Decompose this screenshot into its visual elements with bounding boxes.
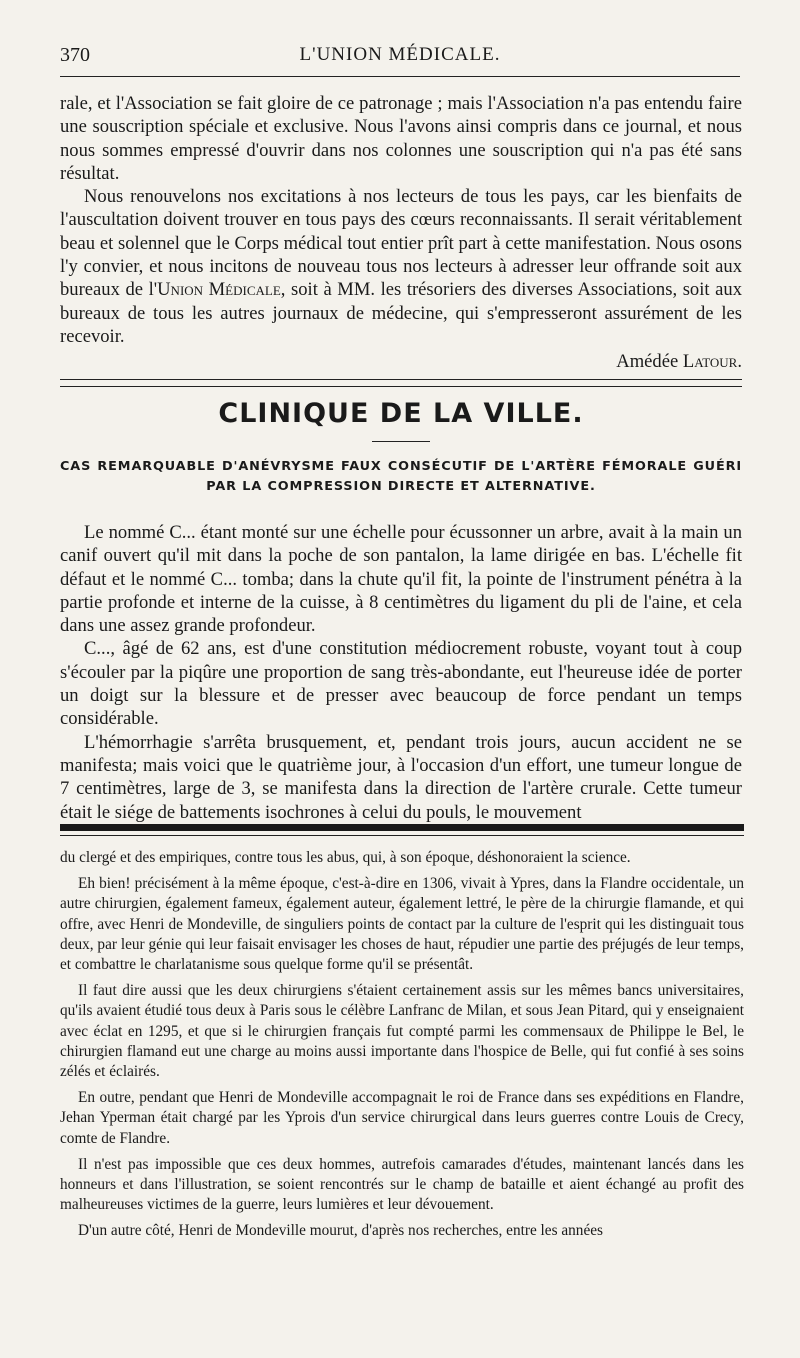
case-report [60, 521, 742, 824]
feuilleton-paragraph: du clergé et des empiriques, contre tous les abus, qui, à son époque, déshonoraient la science. [60, 849, 631, 866]
feuilleton-divider-thick [60, 824, 744, 831]
title-dash [372, 441, 430, 442]
author-surname: Latour. [682, 351, 742, 373]
case-paragraph: Le nommé C... étant monté sur une échelle pour écussonner un arbre, avait à la main un canif ouvert qu'il mit dans la poche de son pantalon, la lame dirigée en bas. L'échelle fit défaut et le nommé C... tomba; dans la chute qu'il fit, la pointe de l'instrument pénétra à la partie profonde et interne de la cuisse, à 8 centimètres du ligament du pli de l'aine, et cela dans une assez grande profondeur. [60, 522, 742, 637]
section-divider [60, 379, 742, 387]
running-head [60, 44, 740, 72]
section-title: CLINIQUE DE LA VILLE. [218, 398, 584, 429]
feuilleton-paragraph: Il faut dire aussi que les deux chirurgiens s'étaient certainement assis sur les mêmes bancs universitaires, qu'ils avaient étudié tous deux à Paris sous le célèbre Lanfranc de Milan, et sous Jean Pitard, qui y enseignaient avec éclat en 1295, et que si le chirurgien français fut compté parmi les commensaux de Philippe le Bel, le chirurgien flamand eut une charge au moins aussi importante dans l'hospice de Belle, qui fut confié à ses soins zélés et éclairés. [60, 982, 744, 1081]
journal-name: Union Médicale [157, 279, 281, 301]
feuilleton [60, 848, 744, 1248]
article-continuation [60, 92, 742, 374]
article-paragraph [60, 185, 742, 348]
feuilleton-paragraph: Eh bien! précisément à la même époque, c'est-à-dire en 1306, vivait à Ypres, dans la Flandre occidentale, un autre chirurgien, également fameux, également auteur, également lettré, le père de la chirurgie flamande, et qui offre, avec Henri de Mondeville, de singuliers points de contact par la culture de l'esprit qui les distinguait tous deux, par leur génie qui leur faisait envisager les choses de haut, répudier une partie des préjugés de leur temps, et combattre le charlatanisme sous quelque forme qu'il se présentât. [60, 875, 744, 974]
author-first-name: Amédée [616, 351, 683, 373]
case-paragraph: C..., âgé de 62 ans, est d'une constitution médiocrement robuste, voyant tout à coup s'écouler par la piqûre une proportion de sang très-abondante, eut l'heureuse idée de porter un doigt sur la blessure et de presser avec beaucoup de force pendant un temps considérable. [60, 638, 742, 730]
case-title-line: PAR LA COMPRESSION DIRECTE ET ALTERNATIVE. [206, 479, 596, 494]
header-rule [60, 76, 740, 77]
case-title-line: CAS REMARQUABLE D'ANÉVRYSME FAUX CONSÉCUTIF DE L'ARTÈRE FÉMORALE GUÉRI [60, 459, 742, 474]
feuilleton-divider-thin [60, 835, 744, 836]
feuilleton-paragraph: D'un autre côté, Henri de Mondeville mourut, d'après nos recherches, entre les années [78, 1222, 603, 1240]
page-number: 370 [60, 44, 90, 66]
article-text: Nous renouvelons nos excitations à nos lecteurs de tous les pays, car les bienfaits de l'auscultation doivent trouver en tous pays des cœurs reconnaissants. Il serait véritablement beau et solennel que le Corps médical tout entier prît part à cette manifestation. Nous osons l'y convier, et nous incitons de nouveau tous nos lecteurs à adresser leur offrande soit aux bureaux de l' [60, 186, 742, 301]
journal-title: L'UNION MÉDICALE. [299, 44, 501, 65]
case-paragraph: L'hémorrhagie s'arrêta brusquement, et, pendant trois jours, aucun accident ne se manifesta; mais voici que le quatrième jour, à l'occasion d'un effort, une tumeur longue de 7 centimètres, large de 3, se manifesta dans la direction de l'artère crurale. Cette tumeur était le siége de battements isochrones à celui du pouls, le mouvement [60, 731, 742, 823]
article-paragraph: rale, et l'Association se fait gloire de ce patronage ; mais l'Association n'a pas entendu faire une souscription spéciale et exclusive. Nous l'avons ainsi compris dans ce journal, et nous nous sommes empressé d'ouvrir dans nos colonnes une souscription qui n'a pas été sans résultat. [60, 93, 742, 184]
author-signature [60, 350, 742, 373]
feuilleton-paragraph: En outre, pendant que Henri de Mondeville accompagnait le roi de France dans ses expéditions en Flandre, Jehan Yperman était chargé par les Yprois d'un service chirurgical dans leurs guerres contre Louis de Crecy, comte de Flandre. [60, 1089, 744, 1147]
case-title [60, 457, 742, 497]
article-text: , soit à MM. les trésoriers des diverses Associations, soit aux bureaux de tous les autres journaux de médecine, qui s'empresseront assurément de les recevoir. [60, 279, 742, 347]
feuilleton-paragraph: Il n'est pas impossible que ces deux hommes, autrefois camarades d'études, maintenant lancés dans les honneurs et dans l'illustration, se soient rencontrés sur le champ de bataille et aient échangé au profit des malheureuses victimes de la guerre, leurs lumières et leur dévouement. [60, 1155, 744, 1214]
